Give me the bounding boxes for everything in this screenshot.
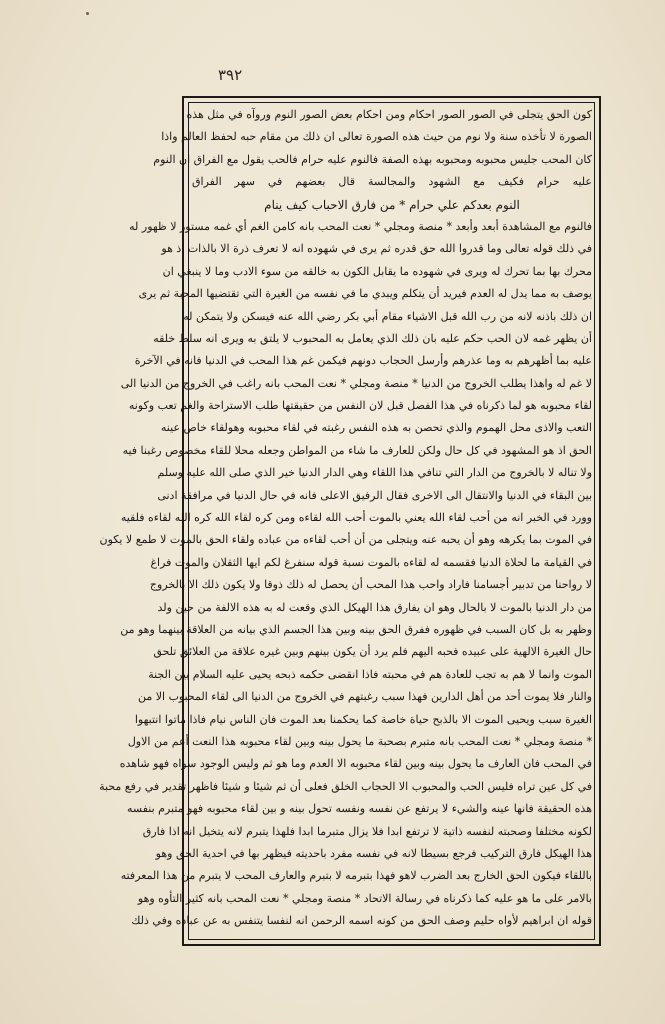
text-line: في القيامة ما لحلاة الدنيا فقسمه له لقاءه بالموت نسبة قوله سنفرغ لكم ايها الثقلان والموت فراغ <box>150 555 592 569</box>
text-line: في ذلك قوله تعالى وما قدروا الله حق قدره ثم يرى في شهوده انه لا تعرف ذرة الا بالذات اذ هو <box>161 242 592 256</box>
text-line: هذا الهيكل فارق التركيب فرجع بسيطا لانه في نفسه مفرد باحديته فيظهر بها في احدية الحق وهو <box>155 846 592 860</box>
text-line: الغيرة سبب ويحيى الموت الا بالذبح حياة خاصة كما يحكمنا بعد الموت فان الناس نيام فاذا ماتوا انتبهوا <box>134 712 592 726</box>
page-number: ٣٩٢ <box>218 66 243 84</box>
text-line: كان المحب جليس محبوبه ومحبوبه بهذه الصفة فالنوم عليه حرام فالحب يقول مع الفراق ان النوم <box>153 152 592 166</box>
text-line: من دار الدنيا بالموت لا بالحال وهو ان يفارق هذا الهيكل الذي وقعت له به هذه الالفة من حين ولد <box>157 600 592 614</box>
text-line: والنار فلا يموت أحد من أهل الدارين فهذا سبب رغبتهم في الخروج من الدنيا الى لقاء المحبوب الا من <box>137 690 592 704</box>
text-line: هذه الحقيقة فانها عينه والشيء لا يرتفع عن نفسه ونفسه تحول بينه و بين لقاء محبوبه فهو متبرم بنفسه <box>127 802 592 816</box>
text-line: لا غم له واهذا يطلب الخروج من الدنيا * منصة ومجلي * نعت المحب بانه راغب في الخروج من الدنيا الى <box>120 376 592 390</box>
text-line: لا رواحنا من تدبير أجسامنا فاراد واحب هذا المحب أن يحصل له ذلك ذوقا ولا يكون ذلك الا بالخروج <box>149 578 592 592</box>
text-line: * منصة ومجلي * نعت المحب بانه متبرم بصحبة ما يحول بينه وبين لقاء محبوبه هذا النعت أعم من الاول <box>127 734 592 748</box>
text-line: يوصف به مما يدل له العدم فيريد أن يتكلم ويبدي ما في نفسه من الغيرة التي تقتضيها المحبة ثم يرى <box>138 287 592 301</box>
text-line: الموت وانما لا هم به تجب للعادة هم في محبته فاذا انقضى حكمه ذبحه يحيى عليه السلام بين الجنة <box>148 667 592 681</box>
text-line: فالنوم مع المشاهدة أبعد وأبعد * منصة ومجلي * نعت المحب بانه كامن الغم أي غمه مستور لا ظهور له <box>129 219 592 233</box>
text-line: في كل عين تراه فليس الحب والمحبوب الا الحجاب الخلق فعلى أن ثم شيئا و شيئا فاظهر تقدير في رفع محبة <box>99 779 592 793</box>
text-line: التعب والاذى محل الهموم والذي تحصن به هذه النفس رغبته في لقاء محبوبه وهولقاء خاص عينه <box>160 421 592 435</box>
text-line: في المحب فان العارف ما يحول بينه وبين لقاء محبوبه الا العدم وما هو ثم وليس الوجود سواه فهو شاهده <box>119 757 592 771</box>
text-line: ولا تناله لا بالخروج من الدار التي تنافي هذا اللقاء وهي الدار الدنيا خير الذي صلى الله عليه وسلم <box>157 466 592 480</box>
text-line: أن يظهر غمه لان الحب حكم عليه بان ذلك الذي يعامل به المحبوب لا يلتق به ويرى انه سلط خلقه <box>153 331 592 345</box>
text-line: حال الغيرة الالهية على عبيده فحبه اليهم فلم يرد أن يكون بينهم وبين غيره علاقة من العلائق تلحق <box>153 645 592 659</box>
text-line: لكونه مختلفا وصحبته لنفسه ذاتية لا ترتفع ابدا فلا يزال متبرما ابدا فلهذا يتبرم لانه يتخيل انه اذا فارق <box>142 824 592 838</box>
text-line: عليه بما أظهرهم به وما عذرهم وأرسل الحجاب دونهم فيكمن غم هذا المحب في الدنيا فانه في الآخرة <box>134 354 592 368</box>
text-line: باللقاء فيكون الحق الخارج بعد الضرب لاهو فهذا بتبرمه لا بتبرم والعارف المحب لا يتبرم من هذا المعرفته <box>120 869 592 883</box>
text-line: وورد في الخبر انه من أحب لقاء الله يعني بالموت أحب الله لقاءه ومن كره لقاء الله كره الله لقاءه فلقيه <box>120 511 592 525</box>
text-line: ان ذلك باذنه لانه من رب الله قبل الاشياء مقام أبي بكر رضي الله عنه فيسكن ولا يتمكن له <box>183 309 592 323</box>
verse-line: النوم بعدكم علي حرام * من فارق الاحباب كيف ينام <box>264 197 520 212</box>
text-line: قوله ان ابراهيم لأواه حليم وصف الحق من كونه اسمه الرحمن انه لنفسا يتنفس به عن عباده وفي ذلك <box>131 914 592 928</box>
text-line: محرك بها بما تحرك له ويرى في شهوده ما يقابل الكون به خالقه من سوء الادب وما لا ينبغي ان <box>162 264 592 278</box>
arabic-text-block <box>99 104 592 940</box>
ink-speck <box>86 12 89 15</box>
text-line: لقاء محبوبه هو لما ذكرناه في هذا الفصل قبل لان النفس من حقيقتها طلب الاستراحة والغم تعب وكونه <box>128 399 592 413</box>
text-line: في الموت بما يكرهه وهو أن يحبه عنه ويتجلى من أن أحب لقاءه من عباده ولقاء الحق بالموت لا طمع لا يكون <box>99 533 592 547</box>
text-line: الصورة لا تأخذه سنة ولا نوم من حيث هذه الصورة تعالى ان ذلك من مقام حبه لحفظ العالم واذا <box>161 130 592 144</box>
text-line: بين البقاء في الدنيا والانتقال الى الاخرى فقال الرفيق الاعلى فانه في حال الدنيا في مرافقة ادنى <box>157 488 592 502</box>
text-line: كون الحق يتجلى في الصور الصور احكام ومن احكام بعض الصور النوم وروآه في مثل هذه <box>186 108 592 121</box>
text-line: وظهر به بل كان السبب في ظهوره ففرق الحق بينه وبين هذا الجسم الذي بيانه من العلاقة بينهما وهو من <box>120 622 592 636</box>
text-line: بالامر على ما هو عليه كما ذكرناه في رسالة الاتحاد * منصة ومجلي * نعت المحب بانه كثير التأوه وهو <box>137 891 592 905</box>
text-line: الحق اذ هو المشهود في كل حال ولكن للعارف ما شاء من المواطن وجعله محلا للقاء مخصوص رغبنا فيه <box>122 443 592 457</box>
text-line: عليه حرام فكيف مع الشهود والمجالسة قال بعضهم في سهر الفراق <box>192 175 592 189</box>
